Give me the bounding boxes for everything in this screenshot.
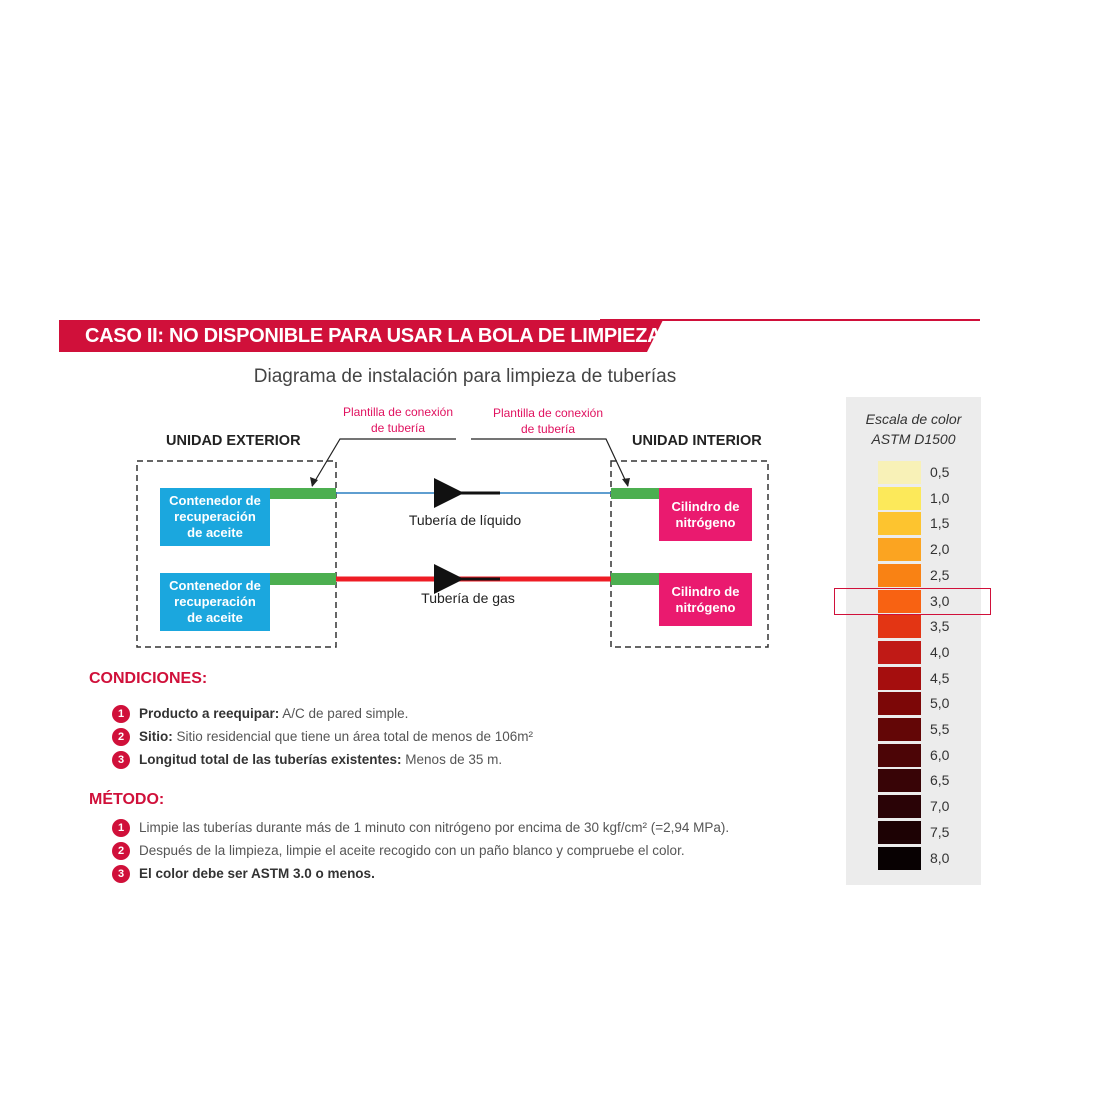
color-swatch-label: 5,5 bbox=[930, 721, 950, 737]
number-badge: 3 bbox=[112, 751, 130, 769]
conditions-item-text: Menos de 35 m. bbox=[401, 752, 503, 767]
color-swatch bbox=[878, 769, 921, 792]
color-swatch-label: 7,0 bbox=[930, 798, 950, 814]
number-badge: 2 bbox=[112, 842, 130, 860]
color-swatch-label: 6,0 bbox=[930, 747, 950, 763]
template-label-right-line1: Plantilla de conexión bbox=[492, 406, 604, 420]
nitrogen-cylinder-bottom bbox=[659, 573, 752, 626]
oil-container-top bbox=[160, 488, 270, 546]
color-swatch-label: 2,5 bbox=[930, 567, 950, 583]
color-swatch bbox=[878, 487, 921, 510]
nitrogen-top-line1: Cilindro de bbox=[671, 498, 740, 514]
oil-container-bottom bbox=[160, 573, 270, 631]
leader-line-left bbox=[312, 439, 456, 486]
banner-title: CASO II: NO DISPONIBLE PARA USAR LA BOLA DE LIMPIEZA bbox=[85, 325, 662, 347]
color-swatch-label: 1,5 bbox=[930, 515, 950, 531]
oil-container-top-line2: recuperación bbox=[174, 509, 256, 524]
oil-container-bottom-line2: recuperación bbox=[174, 594, 256, 609]
color-swatch bbox=[878, 692, 921, 715]
number-badge: 3 bbox=[112, 865, 130, 883]
conditions-item-bold: Sitio: bbox=[139, 729, 173, 744]
color-scale-title-line2: ASTM D1500 bbox=[871, 431, 956, 447]
color-swatch bbox=[878, 667, 921, 690]
color-scale-title bbox=[846, 409, 981, 449]
number-badge: 2 bbox=[112, 728, 130, 746]
color-swatch-label: 8,0 bbox=[930, 850, 950, 866]
connector-gas-indoor bbox=[611, 573, 661, 585]
nitrogen-top-line2: nitrógeno bbox=[675, 514, 736, 530]
color-scale-title-line1: Escala de color bbox=[865, 411, 962, 427]
conditions-item-bold: Longitud total de las tuberías existentes: bbox=[139, 752, 402, 767]
number-badge: 1 bbox=[112, 819, 130, 837]
number-badge: 1 bbox=[112, 705, 130, 723]
conditions-title: CONDICIONES: bbox=[89, 670, 208, 687]
color-swatch-label: 0,5 bbox=[930, 464, 950, 480]
nitrogen-cylinder-top bbox=[659, 488, 752, 541]
color-swatch bbox=[878, 615, 921, 638]
nitrogen-bottom-line2: nitrógeno bbox=[675, 599, 736, 615]
method-item bbox=[112, 862, 729, 885]
template-label-right-line2: de tubería bbox=[520, 422, 576, 436]
color-swatch-label: 3,0 bbox=[930, 593, 950, 609]
conditions-list bbox=[112, 702, 533, 771]
color-swatch bbox=[878, 744, 921, 767]
oil-container-bottom-line3: de aceite bbox=[187, 610, 243, 625]
oil-container-top-line3: de aceite bbox=[187, 525, 243, 540]
method-item-bold: El color debe ser ASTM 3.0 o menos. bbox=[139, 866, 375, 881]
color-swatch-label: 5,0 bbox=[930, 695, 950, 711]
method-item bbox=[112, 816, 729, 839]
indoor-unit-label: UNIDAD INTERIOR bbox=[632, 433, 762, 449]
conditions-item-text: Sitio residencial que tiene un área total de menos de 106m² bbox=[172, 729, 533, 744]
color-swatch bbox=[878, 512, 921, 535]
color-swatch bbox=[878, 847, 921, 870]
color-swatch-label: 7,5 bbox=[930, 824, 950, 840]
color-swatch-label: 2,0 bbox=[930, 541, 950, 557]
connector-liquid-indoor bbox=[611, 488, 661, 499]
color-swatch-label: 4,5 bbox=[930, 670, 950, 686]
color-swatch bbox=[878, 538, 921, 561]
color-swatch bbox=[878, 795, 921, 818]
method-item-text: Limpie las tuberías durante más de 1 minuto con nitrógeno por encima de 30 kgf/cm² (=2,94 MPa). bbox=[139, 820, 730, 835]
color-swatch-label: 6,5 bbox=[930, 772, 950, 788]
leader-arrow-right bbox=[622, 478, 630, 487]
method-list bbox=[112, 816, 729, 885]
color-scale-highlight bbox=[834, 588, 991, 615]
liquid-pipe-label: Tubería de líquido bbox=[408, 512, 522, 528]
color-swatch bbox=[878, 641, 921, 664]
color-swatch bbox=[878, 564, 921, 587]
method-item-text: Después de la limpieza, limpie el aceite recogido con un paño blanco y compruebe el color. bbox=[139, 843, 685, 858]
color-swatch-label: 1,0 bbox=[930, 490, 950, 506]
color-swatch bbox=[878, 718, 921, 741]
method-title: MÉTODO: bbox=[89, 791, 165, 808]
conditions-item-text: A/C de pared simple. bbox=[279, 706, 409, 721]
outdoor-unit-label: UNIDAD EXTERIOR bbox=[166, 433, 301, 449]
leader-line-right bbox=[471, 439, 628, 486]
oil-container-top-line1: Contenedor de bbox=[169, 493, 261, 508]
template-label-left-line1: Plantilla de conexión bbox=[342, 405, 454, 419]
method-item bbox=[112, 839, 729, 862]
oil-container-bottom-line1: Contenedor de bbox=[169, 578, 261, 593]
diagram-title: Diagrama de instalación para limpieza de tuberías bbox=[253, 366, 677, 387]
color-swatch bbox=[878, 821, 921, 844]
nitrogen-bottom-line1: Cilindro de bbox=[671, 583, 740, 599]
connector-gas-outdoor bbox=[270, 573, 336, 585]
conditions-item bbox=[112, 725, 533, 748]
color-swatch-label: 3,5 bbox=[930, 618, 950, 634]
color-swatch bbox=[878, 461, 921, 484]
conditions-item-bold: Producto a reequipar: bbox=[139, 706, 280, 721]
conditions-item bbox=[112, 748, 533, 771]
conditions-item bbox=[112, 702, 533, 725]
color-swatch-label: 4,0 bbox=[930, 644, 950, 660]
template-label-left-line2: de tubería bbox=[370, 421, 426, 435]
connector-liquid-outdoor bbox=[270, 488, 336, 499]
gas-pipe-label: Tubería de gas bbox=[421, 590, 515, 606]
